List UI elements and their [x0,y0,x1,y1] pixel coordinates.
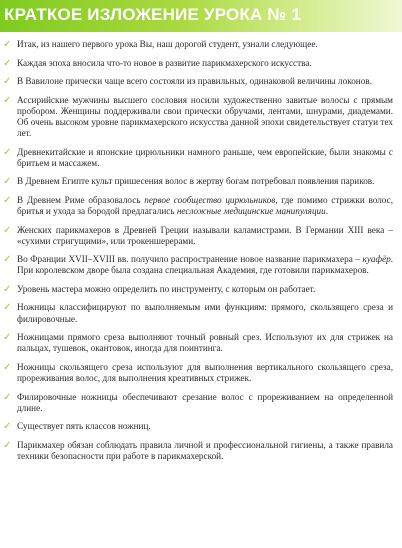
checkmark-icon: ✓ [3,224,12,236]
text-segment: Филировочные ножницы обеспечивают срезание волос с прореживанием на определенной длине. [17,391,393,413]
title-banner [0,0,402,32]
emphasized-term: куафёр [362,254,391,265]
list-item [0,421,402,432]
list-item [0,254,402,276]
text-segment: Ножницами прямого среза выполняют точный ровный срез. Используют их для стрижек на пальцах, тушевок, окантовок, иногда для поинтинга. [17,332,393,354]
emphasized-term: первое сообщество цирюльников [144,194,276,205]
list-item [0,76,402,87]
list-item [0,176,402,187]
list-item-text [17,225,393,246]
checkmark-icon: ✓ [3,94,12,106]
summary-list [0,39,402,469]
list-item-text [17,440,393,461]
text-segment: Каждая эпоха вносила что-то новое в развитие парикмахерского искусства. [17,57,312,68]
checkmark-icon: ✓ [3,76,12,87]
list-item-text [17,95,393,139]
list-item [0,225,402,247]
list-item [0,362,402,384]
list-item-text [17,147,393,168]
list-item [0,332,402,354]
checkmark-icon: ✓ [3,39,12,50]
text-segment: Ассирийские мужчины высшего сословия носили художественно завитые волосы с прямым пробором. Женщины поддерживали свои прически обручами, лентами, шнурами, диадемами. Об очень высоком уровне парикмахерского искусства данной эпохи свидетельствует статуи тех лет. [17,94,393,139]
emphasized-term: несложные медицинские манипуляции [176,206,326,217]
list-item [0,440,402,462]
list-item [0,302,402,324]
page-title: КРАТКОЕ ИЗЛОЖЕНИЕ УРОКА № 1 [4,5,302,24]
text-segment: Женских парикмахеров в Древней Греции называли каламистрами. В Германии XIII века – «сухими стригущими», или трокеншерерами. [17,224,393,246]
checkmark-icon: ✓ [3,421,12,433]
list-item [0,95,402,140]
list-item-text [17,195,393,216]
list-item-text [17,39,318,49]
text-segment: В Вавилоне прически чаще всего состояли из правильных, одинаковой величины локонов. [17,76,372,86]
list-item-text [17,392,393,413]
list-item [0,58,402,69]
list-item-text [17,302,393,323]
text-segment: Уровень мастера можно определить по инструменту, с которым он работает. [17,283,316,294]
checkmark-icon: ✓ [3,283,12,295]
checkmark-icon: ✓ [3,302,12,314]
list-item-text [17,254,393,275]
checkmark-icon: ✓ [3,146,12,158]
checkmark-icon: ✓ [3,57,12,69]
list-item-text [17,332,393,353]
text-segment: Ножницы скользящего среза используют для выполнения вертикального скользящего среза, прореживания волос, для выполнения креативных стрижек. [17,361,393,384]
checkmark-icon: ✓ [3,391,12,403]
text-segment: Ножницы классифицируют по выполняемым ими функциям: прямого, скользящего среза и филировочные. [17,302,393,324]
checkmark-icon: ✓ [3,176,12,188]
list-item [0,392,402,414]
text-segment: В Древнем Риме образовалось [17,194,145,205]
text-segment: Древнекитайские и японские цирюльники намного раньше, чем европейские, были знакомы с бритьем и массажем. [17,146,393,168]
text-segment: Существует пять классов ножниц. [17,421,151,432]
list-item [0,39,402,50]
list-item [0,284,402,295]
text-segment: , где помимо стрижки волос, бритья и ухода за бородой предлагались [17,194,393,217]
text-segment: Во Франции XVII–XVIII вв. получило распространение новое название парикмахера – [17,254,363,265]
text-segment: Итак, из нашего первого урока Вы, наш дорогой студент, узнали следующее. [17,39,318,49]
text-segment: Парикмахер обязан соблюдать правила личной и профессиональной гигиены, а также правила техники безопасности при работе в парикмахерской. [17,439,393,461]
checkmark-icon: ✓ [3,361,12,373]
checkmark-icon: ✓ [3,439,12,451]
list-item-text [17,284,315,294]
list-item [0,195,402,217]
list-item [0,147,402,169]
text-segment: В Древнем Египте культ пришесения волос в жертву богам потребовал появления париков. [17,176,375,187]
checkmark-icon: ✓ [3,332,12,344]
checkmark-icon: ✓ [3,194,12,206]
text-segment: . При королевском дворе была создана специальная Академия, где готовили парикмахеров. [17,254,393,276]
list-item-text [17,176,374,186]
list-item-text [17,362,393,383]
list-item-text [17,58,312,68]
text-segment: . [325,206,329,217]
list-item-text [17,76,372,86]
list-item-text [17,421,151,431]
checkmark-icon: ✓ [3,254,12,266]
